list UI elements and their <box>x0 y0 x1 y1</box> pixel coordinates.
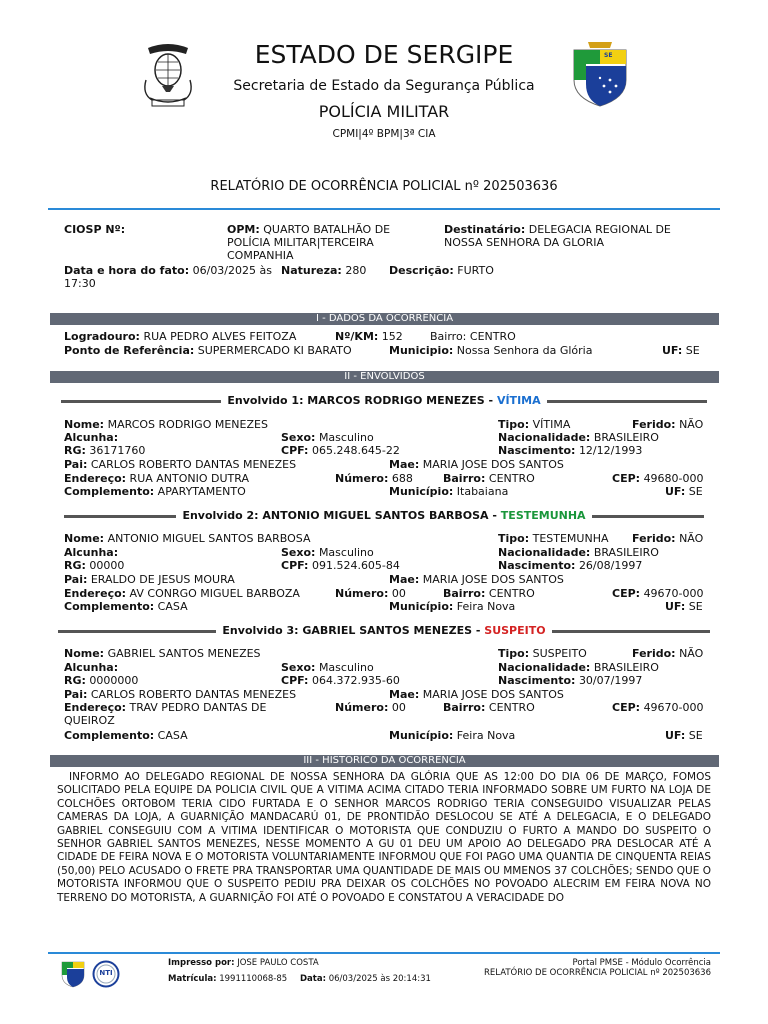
numero-km-field: Nº/KM: 152 <box>335 330 403 343</box>
envolvido-1-title: Envolvido 1: MARCOS RODRIGO MENEZES - VÍTIMA <box>0 394 768 407</box>
police-title: POLÍCIA MILITAR <box>318 102 450 121</box>
section-historico: III - HISTORICO DA OCORRENCIA <box>50 755 719 767</box>
header-divider <box>48 208 720 210</box>
state-title: ESTADO DE SERGIPE <box>254 40 514 69</box>
footer-state-flag-logo <box>60 958 86 988</box>
nti-logo <box>92 960 120 988</box>
secretariat-title: Secretaria de Estado da Segurança Pública <box>233 78 535 94</box>
referencia-field: Ponto de Referência: SUPERMERCADO KI BARATO <box>64 344 352 357</box>
descricao-field: Descrição: FURTO <box>389 264 494 277</box>
ciosp-field: CIOSP Nº: <box>64 223 126 236</box>
historico-text: INFORMO AO DELEGADO REGIONAL DE NOSSA SENHORA DA GLÓRIA QUE AS 12:00 DO DIA 06 DE MARÇO, FOMOS SOLICITADO PELA EQUIPE DA POLICIA CIVIL QUE A VITIMA ACIMA CITADO TERIA INFORMADO SOBRE UM FURTO NA LOJA DE COLCHÕES ORTOBOM TERIA CIDO FURTADA E O SENHOR MARCOS RODRIGO TERIA CONSEGUIDO VISUALIZAR PELAS CAMERAS DA LOJA, A GUARNIÇÃO MANDACARÚ 01, DE PRONTIDÃO DESLOCOU SE ATÉ A DELEGACIA, E O DELEGADO GABRIEL CONSEGUIU COM A VITIMA IDENTIFICAR O MOTORISTA QUE CONDUZIU O FURTO A MANDO DO SUSPEITO O SENHOR GABRIEL SANTOS MENEZES, NESSE MOMENTO A GU 01 DEU UM APOIO AO DELEGADO PRA DESLOCAR ATÉ A CIDADE DE FEIRA NOVA E O MOTORISTA VOLUNTARIAMENTE INFORMOU QUE FOI PAGO UMA QUANTIA DE CINQUENTA REIAS (50,00) PELO ACUSADO O FRETE PRA TRANSPORTAR UMA QUANTIDADE DE MAIS OU MMENOS 37 COLCHÕES; SENDO QUE O MOTORISTA INFORMOU QUE O SUSPEITO PEDIU PRA DEIXAR OS COLCHÕES NO POVOADO ALECRIM EM FEIRA NOVA NO TERRENO DO MOTORISTA, A GUARNIÇÃO FOI ATÉ O POVOADO E CONSTATOU A VERACIDADE DO <box>57 771 711 904</box>
logradouro-field: Logradouro: RUA PEDRO ALVES FEITOZA <box>64 330 297 343</box>
footer-divider <box>48 952 720 954</box>
envolvido-3-title: Envolvido 3: GABRIEL SANTOS MENEZES - SUSPEITO <box>0 624 768 637</box>
unit-label: CPMI|4º BPM|3ª CIA <box>332 128 436 140</box>
footer-matricula: Matrícula: 1991110068-85 <box>168 974 288 984</box>
section-dados-ocorrencia: I - DADOS DA OCORRENCIA <box>50 313 719 325</box>
flag-state-tag: SE <box>604 52 613 59</box>
bairro-field: Bairro: CENTRO <box>430 330 516 343</box>
municipio-field: Municipio: Nossa Senhora da Glória <box>389 344 593 357</box>
footer-report: RELATÓRIO DE OCORRÊNCIA POLICIAL nº 202503636 <box>483 968 711 978</box>
destinatario-field: Destinatário: DELEGACIA REGIONAL DE NOSSA SENHORA DA GLORIA <box>444 223 671 249</box>
report-title: RELATÓRIO DE OCORRÊNCIA POLICIAL nº 202503636 <box>210 179 558 194</box>
envolvido-2-title: Envolvido 2: ANTONIO MIGUEL SANTOS BARBOSA - TESTEMUNHA <box>0 509 768 522</box>
uf-field: UF: SE <box>662 344 700 357</box>
opm-field: OPM: QUARTO BATALHÃO DE POLÍCIA MILITAR|TERCEIRA COMPANHIA <box>227 223 391 262</box>
date-field: Data e hora do fato: 06/03/2025 às 17:30 <box>64 264 272 290</box>
footer-data: Data: 06/03/2025 às 20:14:31 <box>300 974 431 984</box>
nti-label: NTI <box>99 969 113 977</box>
natureza-field: Natureza: 280 <box>281 264 367 277</box>
section-envolvidos: II - ENVOLVIDOS <box>50 371 719 383</box>
footer-impresso: Impresso por: JOSE PAULO COSTA <box>168 958 319 968</box>
footer-portal: Portal PMSE - Módulo Ocorrência <box>572 958 711 968</box>
